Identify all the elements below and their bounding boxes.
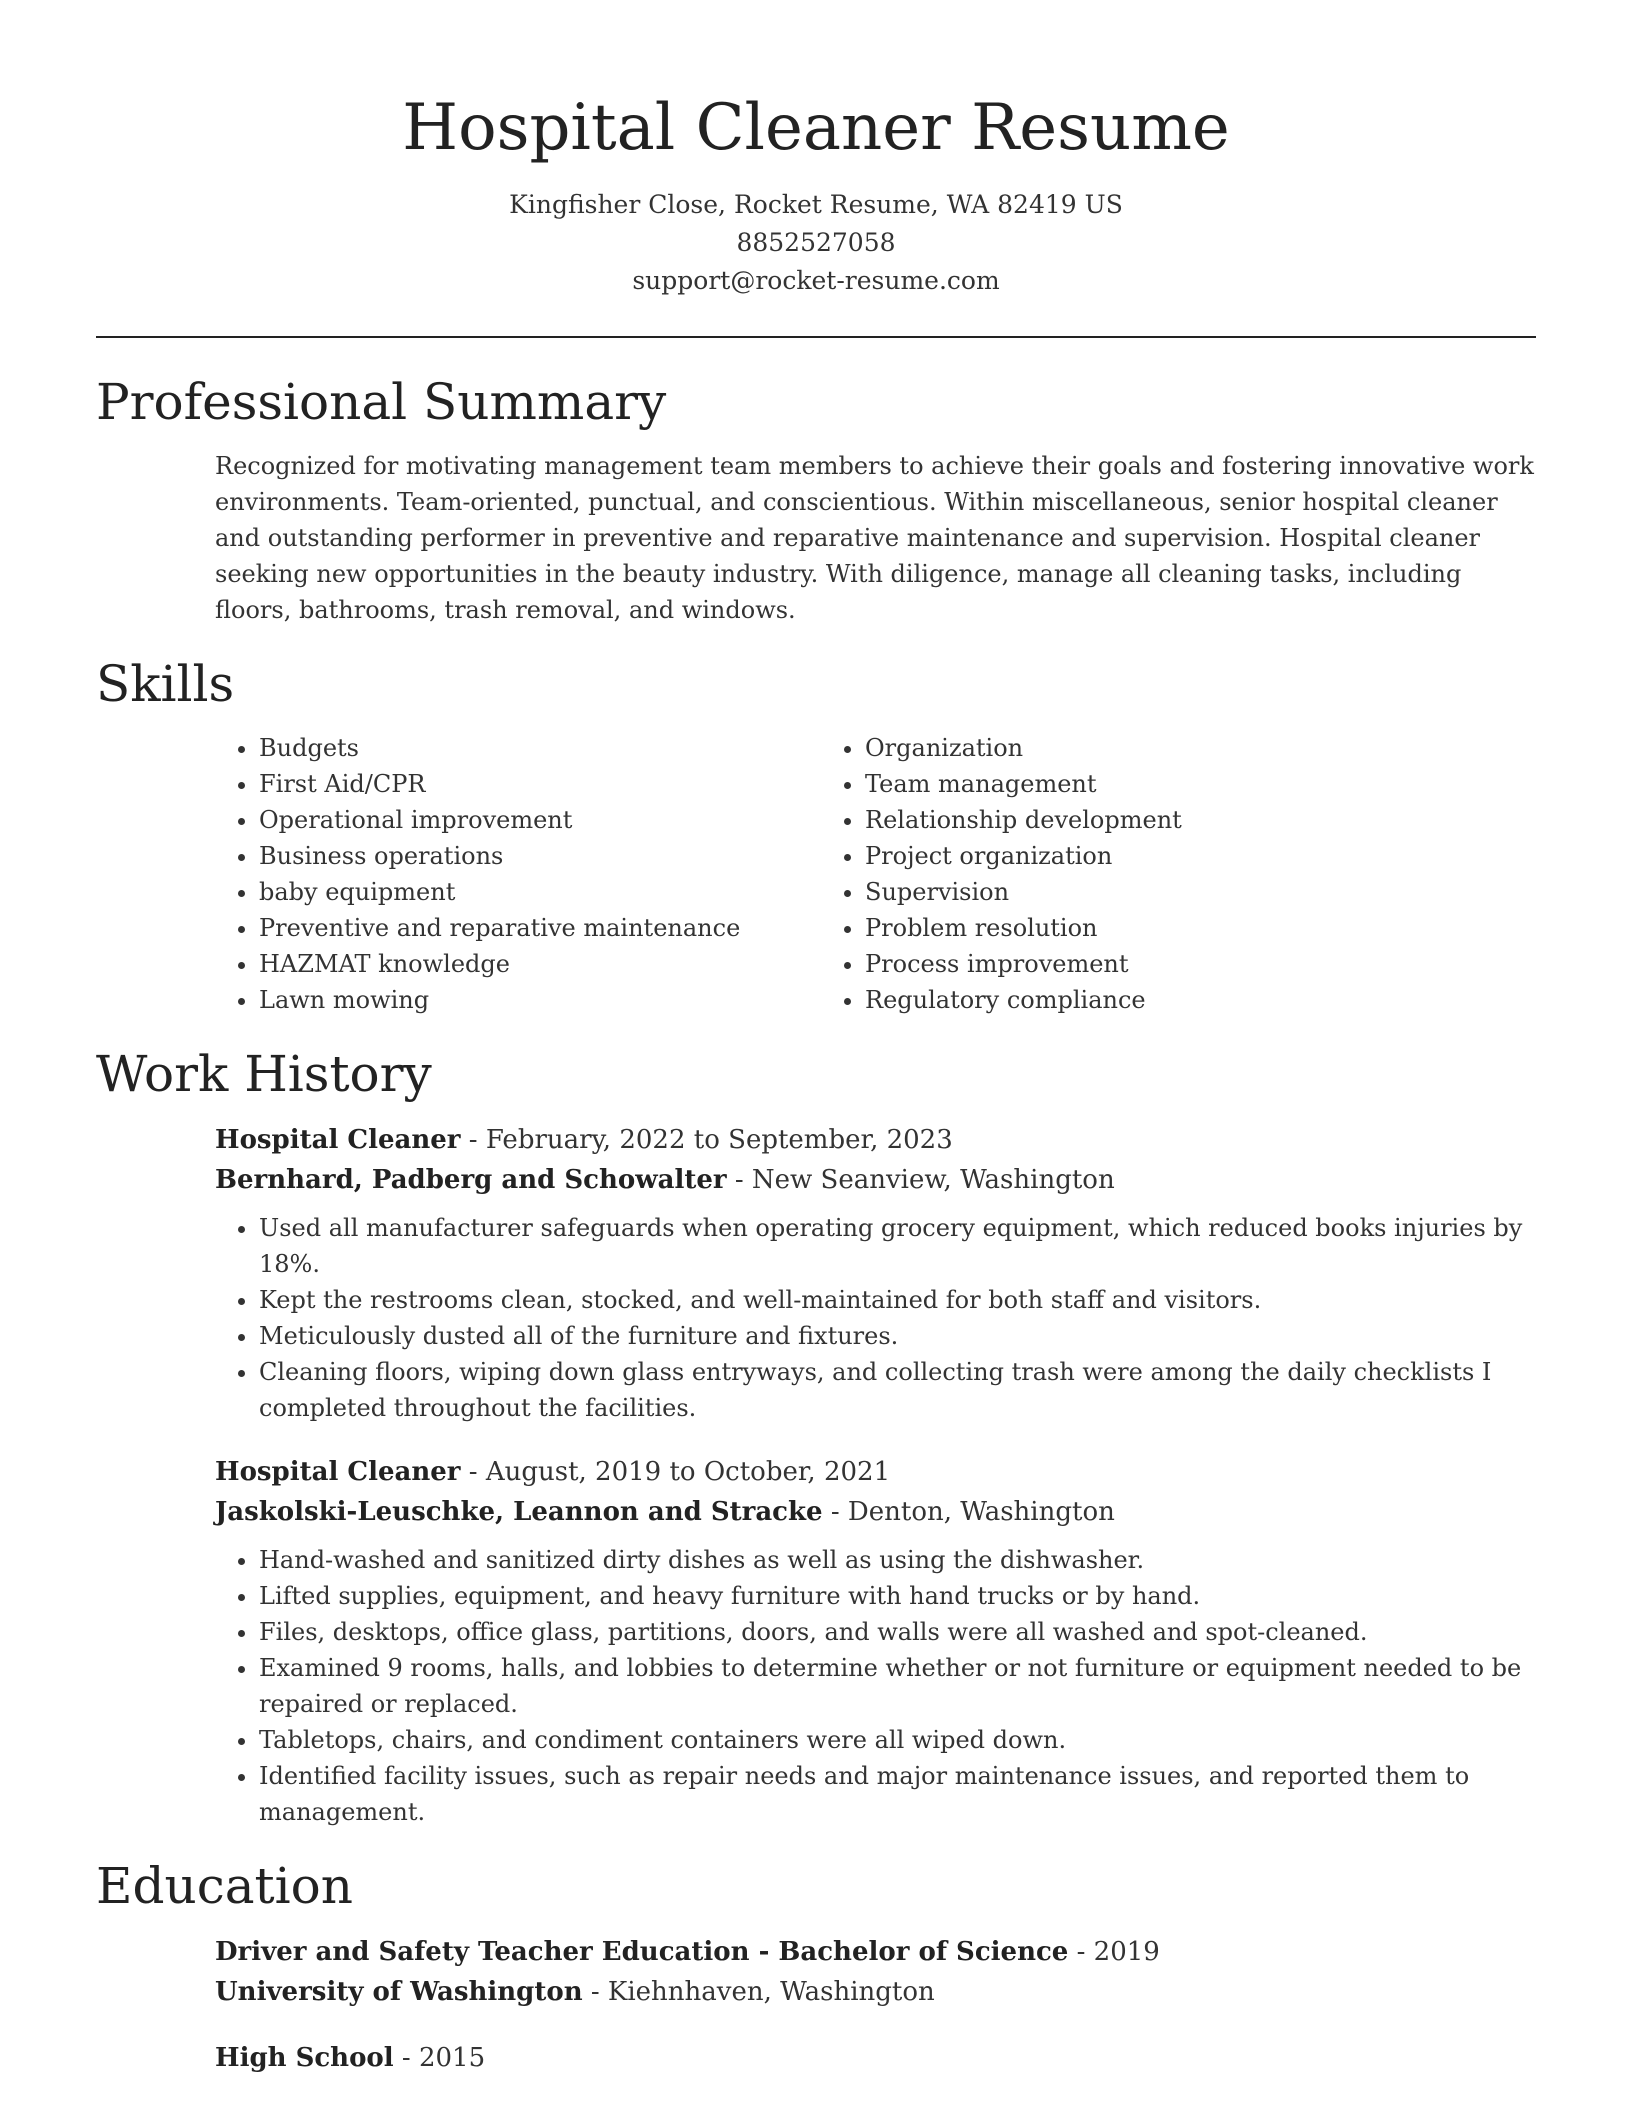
skill-item: • baby equipment bbox=[259, 874, 821, 910]
job-bullet: • Cleaning floors, wiping down glass entryways, and collecting trash were among the daily checklists I completed throughout the facilities. bbox=[259, 1354, 1536, 1426]
skills-list-left bbox=[215, 730, 821, 1018]
skill-item: • First Aid/CPR bbox=[259, 766, 821, 802]
job-bullet: • Examined 9 rooms, halls, and lobbies to determine whether or not furniture or equipment needed to be repaired or replaced. bbox=[259, 1650, 1536, 1722]
skill-item: • HAZMAT knowledge bbox=[259, 946, 821, 982]
skill-item: • Project organization bbox=[865, 838, 1471, 874]
work-history-heading: Work History bbox=[96, 1045, 432, 1103]
professional-summary-text: Recognized for motivating management team members to achieve their goals and fostering innovative work environments. Team-oriented, punctual, and conscientious. Within miscellaneous, senior hospital cleaner and outstanding performer in preventive and reparative maintenance and supervision. Hospital cleaner seeking new opportunities in the beauty industry. With diligence, manage all cleaning tasks, including floors, bathrooms, trash removal, and windows. bbox=[215, 452, 1534, 624]
skill-item: • Operational improvement bbox=[259, 802, 821, 838]
skill-item: • Business operations bbox=[259, 838, 821, 874]
education-degree: Driver and Safety Teacher Education - Bachelor of Science bbox=[215, 1937, 1069, 1967]
job-role: Hospital Cleaner bbox=[215, 1457, 461, 1487]
job-dates: - August, 2019 to October, 2021 bbox=[460, 1457, 891, 1487]
education-school-line bbox=[215, 1972, 1536, 2012]
contact-info bbox=[96, 186, 1536, 300]
skill-item: • Relationship development bbox=[865, 802, 1471, 838]
education-degree-line bbox=[215, 1932, 1536, 1972]
resume-title: Hospital Cleaner Resume bbox=[402, 91, 1230, 165]
education-year: - 2019 bbox=[1068, 1937, 1160, 1967]
skill-item: • Preventive and reparative maintenance bbox=[259, 910, 821, 946]
job-bullet: • Hand-washed and sanitized dirty dishes as well as using the dishwasher. bbox=[259, 1542, 1536, 1578]
skills-section bbox=[96, 652, 1536, 1018]
job-bullets bbox=[215, 1210, 1536, 1426]
job-title-line bbox=[215, 1452, 1536, 1492]
job-entry bbox=[215, 1120, 1536, 1426]
job-location: - Denton, Washington bbox=[822, 1497, 1115, 1527]
education-entry bbox=[215, 2038, 1536, 2078]
education-location: - Kiehnhaven, Washington bbox=[582, 1977, 935, 2007]
professional-summary-heading: Professional Summary bbox=[96, 373, 667, 431]
work-history-section bbox=[96, 1042, 1536, 1830]
contact-phone: 8852527058 bbox=[736, 228, 896, 257]
job-bullet: • Identified facility issues, such as repair needs and major maintenance issues, and reported them to management. bbox=[259, 1758, 1536, 1830]
education-year: - 2015 bbox=[393, 2043, 486, 2073]
skill-item: • Regulatory compliance bbox=[865, 982, 1471, 1018]
skill-item: • Organization bbox=[865, 730, 1471, 766]
skills-list-right bbox=[821, 730, 1471, 1018]
job-title-line bbox=[215, 1120, 1536, 1160]
job-company-line bbox=[215, 1492, 1536, 1532]
skills-heading: Skills bbox=[96, 655, 235, 713]
skill-item: • Supervision bbox=[865, 874, 1471, 910]
job-bullet: • Meticulously dusted all of the furniture and fixtures. bbox=[259, 1318, 1536, 1354]
skill-item: • Team management bbox=[865, 766, 1471, 802]
education-school: University of Washington bbox=[215, 1977, 583, 2007]
job-company: Jaskolski-Leuschke, Leannon and Stracke bbox=[215, 1497, 823, 1527]
skill-item: • Process improvement bbox=[865, 946, 1471, 982]
job-bullet: • Files, desktops, office glass, partitions, doors, and walls were all washed and spot-cleaned. bbox=[259, 1614, 1536, 1650]
resume-header bbox=[96, 0, 1536, 300]
contact-address: Kingfisher Close, Rocket Resume, WA 82419 US bbox=[509, 190, 1123, 219]
job-bullet: • Tabletops, chairs, and condiment containers were all wiped down. bbox=[259, 1722, 1536, 1758]
job-company-line bbox=[215, 1160, 1536, 1200]
job-location: - New Seanview, Washington bbox=[726, 1165, 1115, 1195]
education-degree-line bbox=[215, 2038, 1536, 2078]
skills-columns bbox=[215, 730, 1536, 1018]
job-entry bbox=[215, 1452, 1536, 1830]
header-divider bbox=[96, 336, 1536, 338]
education-section bbox=[96, 1854, 1536, 2078]
skill-item: • Budgets bbox=[259, 730, 821, 766]
resume-page bbox=[96, 0, 1536, 2078]
job-bullet: • Kept the restrooms clean, stocked, and well-maintained for both staff and visitors. bbox=[259, 1282, 1536, 1318]
education-heading: Education bbox=[96, 1857, 353, 1915]
skill-item: • Problem resolution bbox=[865, 910, 1471, 946]
job-company: Bernhard, Padberg and Schowalter bbox=[215, 1165, 727, 1195]
job-bullet: • Used all manufacturer safeguards when operating grocery equipment, which reduced books injuries by 18%. bbox=[259, 1210, 1536, 1282]
job-bullet: • Lifted supplies, equipment, and heavy furniture with hand trucks or by hand. bbox=[259, 1578, 1536, 1614]
professional-summary-section bbox=[96, 370, 1536, 628]
job-dates: - February, 2022 to September, 2023 bbox=[460, 1125, 953, 1155]
education-entry bbox=[215, 1932, 1536, 2012]
contact-email: support@rocket-resume.com bbox=[632, 266, 1000, 295]
education-degree: High School bbox=[215, 2043, 394, 2073]
job-role: Hospital Cleaner bbox=[215, 1125, 461, 1155]
job-bullets bbox=[215, 1542, 1536, 1830]
skill-item: • Lawn mowing bbox=[259, 982, 821, 1018]
